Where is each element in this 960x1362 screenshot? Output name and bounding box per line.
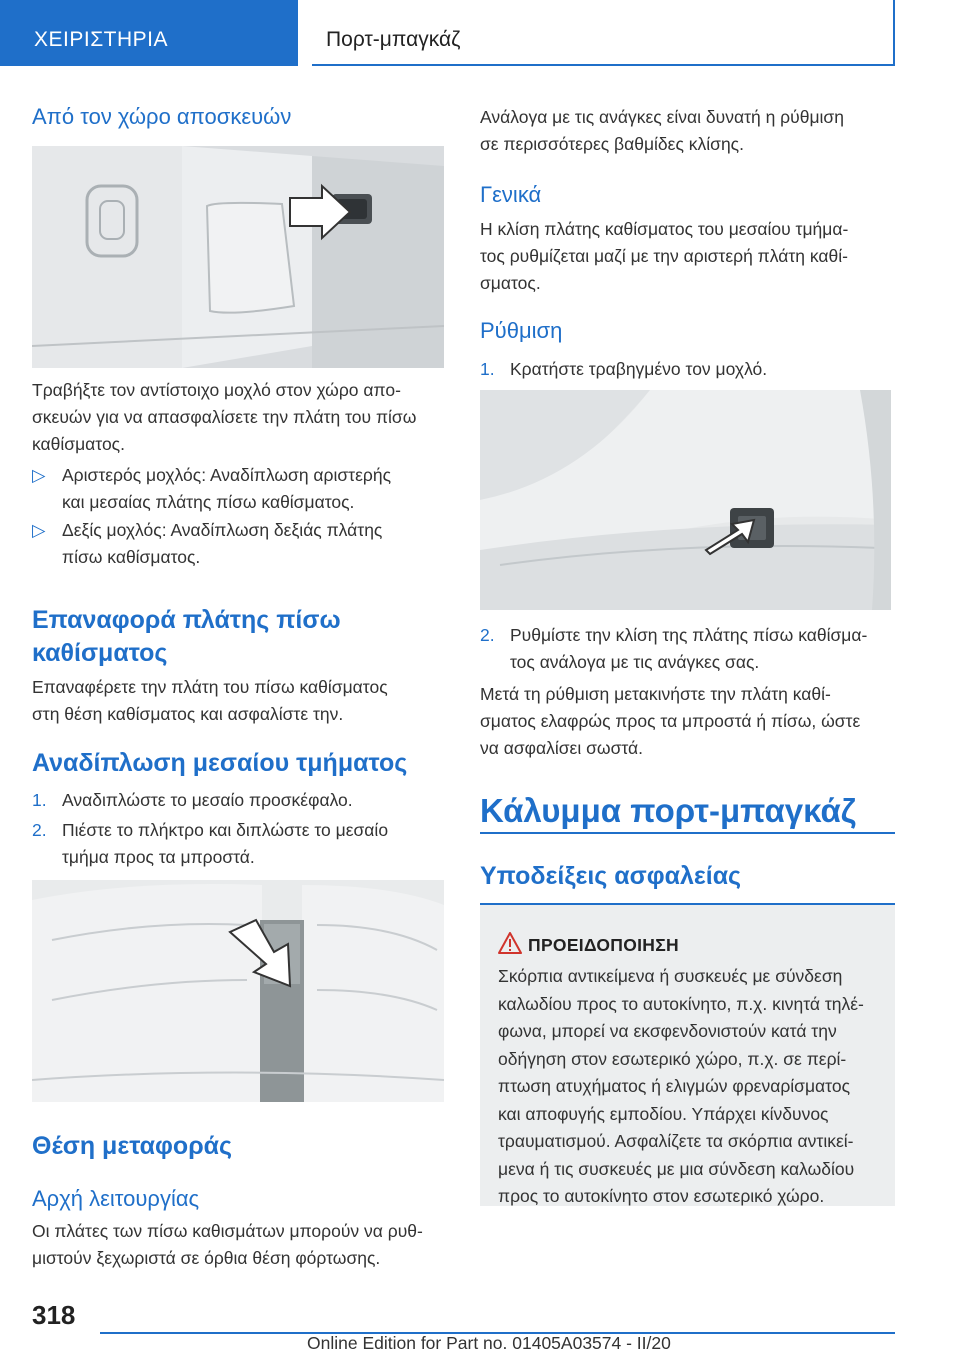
warning-triangle-icon xyxy=(498,932,522,954)
paragraph-line: Ανάλογα με τις ανάγκες είναι δυνατή η ρύθμιση xyxy=(480,107,844,127)
header-chapter-box xyxy=(312,0,895,66)
fold-step-2 xyxy=(32,817,444,871)
rear-seat-drawing xyxy=(32,880,444,1102)
paragraph-line: σκευών για να απασφαλίσετε την πλάτη του πίσω xyxy=(32,407,417,427)
paragraph-line: σματος. xyxy=(480,273,541,293)
warning-box xyxy=(480,903,895,1206)
warning-line: φωνα, μπορεί να εκσφενδονιστούν κατά την xyxy=(498,1021,837,1041)
warning-line: καλωδίου προς το αυτοκίνητο, π.χ. κινητά τηλέ- xyxy=(498,993,864,1014)
warning-line: τραυματισμού. Ασφαλίζετε τα σκόρπια αντικεί- xyxy=(498,1131,854,1151)
header-section-tab xyxy=(0,0,298,66)
header-section-title: ΧΕΙΡΙΣΤΗΡΙΑ xyxy=(34,28,169,51)
triangle-bullet-icon: ▷ xyxy=(32,520,46,540)
paragraph-line: Επαναφέρετε την πλάτη του πίσω καθίσματος xyxy=(32,677,388,697)
warning-line: και αποφυγής εμποδίου. Υπάρχει κίνδυνος xyxy=(498,1103,829,1124)
paragraph-after-adjust xyxy=(480,681,895,762)
heading-trunk-cover: Κάλυμμα πορτ-μπαγκάζ xyxy=(480,792,856,829)
warning-line: οδήγηση στον εσωτερικό χώρο, π.χ. σε περί- xyxy=(498,1048,847,1069)
paragraph-line: σε περισσότερες βαθμίδες κλίσης. xyxy=(480,134,744,154)
illustration-seat-lever xyxy=(480,390,891,610)
heading-line: καθίσματος xyxy=(32,639,168,667)
warning-line: μενα ή τις συσκευές με μια σύνδεση καλωδίου xyxy=(498,1158,855,1179)
step-line: τμήμα προς τα μπροστά. xyxy=(62,847,255,867)
bullet-line: και μεσαίας πλάτης πίσω καθίσματος. xyxy=(62,492,355,512)
paragraph-line: μιστούν ξεχωριστά σε όρθια θέση φόρτωσης. xyxy=(32,1248,381,1268)
footer-edition: Online Edition for Part no. 01405A03574 - II/20 xyxy=(307,1333,671,1353)
paragraph-line: να ασφαλίσει σωστά. xyxy=(480,738,644,758)
paragraph-line: τος ρυθμίζεται μαζί με την αριστερή πλάτη καθί- xyxy=(480,246,848,266)
step-line: τος ανάλογα με τις ανάγκες σας. xyxy=(510,652,760,672)
heading-principle: Αρχή λειτουργίας xyxy=(32,1186,200,1211)
step-number: 1. xyxy=(480,359,495,379)
section-rule xyxy=(480,832,895,834)
paragraph-line: στη θέση καθίσματος και ασφαλίστε την. xyxy=(32,704,344,724)
bullet-left-lever xyxy=(32,462,444,516)
paragraph-line: σματος ελαφρώς προς τα μπροστά ή πίσω, ώστε xyxy=(480,711,861,731)
paragraph-line: Μετά τη ρύθμιση μετακινήστε την πλάτη καθί- xyxy=(480,684,831,704)
heading-fold-middle: Αναδίπλωση μεσαίου τμήματος xyxy=(32,749,408,777)
bullet-line: πίσω καθίσματος. xyxy=(62,547,201,567)
paragraph-line: Τραβήξτε τον αντίστοιχο μοχλό στον χώρο απο- xyxy=(32,380,401,400)
illustration-trunk-lever xyxy=(32,146,444,368)
bullet-line: Δεξίς μοχλός: Αναδίπλωση δεξιάς πλάτης xyxy=(62,520,383,540)
header-chapter-title: Πορτ-μπαγκάζ xyxy=(326,28,461,51)
step-line: Ρυθμίστε την κλίση της πλάτης πίσω καθίσμα- xyxy=(510,625,868,645)
warning-line: πτωση ατυχήματος ή ελιγμών φρεναρίσματος xyxy=(498,1076,850,1096)
heading-transport-position: Θέση μεταφοράς xyxy=(32,1132,233,1160)
warning-title: ΠΡΟΕΙΔΟΠΟΙΗΣΗ xyxy=(528,935,679,955)
paragraph-line: Οι πλάτες των πίσω καθισμάτων μπορούν να ρυθ- xyxy=(32,1221,423,1241)
bullet-line: Αριστερός μοχλός: Αναδίπλωση αριστερής xyxy=(62,465,392,485)
step-line: Πιέστε το πλήκτρο και διπλώστε το μεσαίο xyxy=(62,820,389,840)
heading-adjustment: Ρύθμιση xyxy=(480,318,563,343)
heading-line: Επαναφορά πλάτης πίσω xyxy=(32,606,341,634)
warning-line: Σκόρπια αντικείμενα ή συσκευές με σύνδεση xyxy=(498,966,843,986)
step-number: 1. xyxy=(32,790,47,810)
heading-safety-notes: Υποδείξεις ασφαλείας xyxy=(480,862,742,890)
paragraph-line: καθίσματος. xyxy=(32,434,125,454)
paragraph-line: Η κλίση πλάτης καθίσματος του μεσαίου τμήμα- xyxy=(480,219,849,239)
trunk-lever-drawing xyxy=(32,146,444,368)
heading-reset-backrest xyxy=(32,604,341,670)
step-line: Αναδιπλώστε το μεσαίο προσκέφαλο. xyxy=(62,790,353,810)
adjust-step-2 xyxy=(480,622,895,676)
step-line: Κρατήστε τραβηγμένο τον μοχλό. xyxy=(510,359,768,379)
bullet-right-lever xyxy=(32,517,444,571)
warning-text xyxy=(498,963,882,1211)
illustration-rear-seat xyxy=(32,880,444,1102)
fold-step-1 xyxy=(32,787,444,814)
paragraph-reset xyxy=(32,674,444,728)
seat-lever-drawing xyxy=(480,390,891,610)
paragraph-levels xyxy=(480,104,895,158)
heading-from-trunk: Από τον χώρο αποσκευών xyxy=(32,104,292,129)
paragraph-general xyxy=(480,216,895,297)
paragraph-trunk xyxy=(32,377,444,458)
heading-general: Γενικά xyxy=(480,182,542,207)
triangle-bullet-icon: ▷ xyxy=(32,465,46,485)
step-number: 2. xyxy=(480,625,495,645)
adjust-step-1 xyxy=(480,356,895,383)
paragraph-principle xyxy=(32,1218,444,1272)
warning-line: προς το αυτοκίνητο στον εσωτερικό χώρο. xyxy=(498,1186,825,1206)
page-number: 318 xyxy=(32,1300,76,1330)
step-number: 2. xyxy=(32,820,47,840)
